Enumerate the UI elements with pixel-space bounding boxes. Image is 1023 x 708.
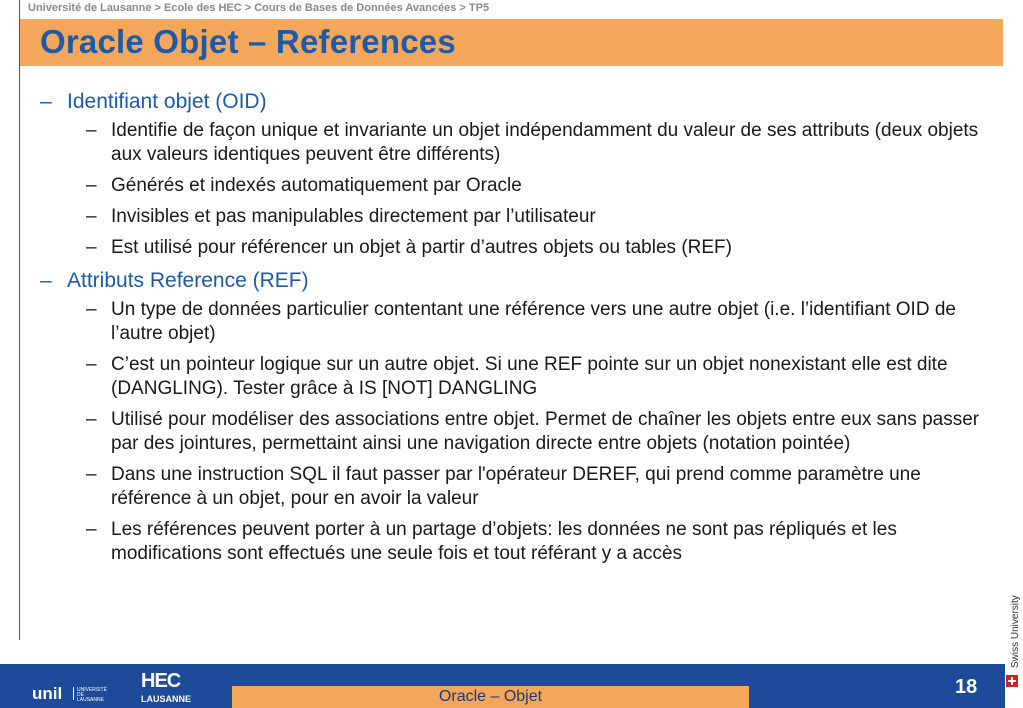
list-item-text: Invisibles et pas manipulables directement par l’utilisateur bbox=[111, 206, 596, 227]
list-item bbox=[0, 205, 1000, 229]
bullet-dash: – bbox=[86, 237, 97, 258]
list-item bbox=[0, 463, 1000, 511]
list-item-text: Est utilisé pour référencer un objet à partir d’autres objets ou tables (REF) bbox=[111, 237, 732, 258]
section-heading bbox=[0, 88, 1000, 115]
swiss-university-text: Swiss University bbox=[1010, 595, 1021, 668]
list-item bbox=[0, 174, 1000, 198]
footer-label: Oracle – Objet bbox=[438, 688, 543, 705]
slide-content bbox=[0, 88, 1000, 573]
list-item bbox=[0, 236, 1000, 260]
list-item bbox=[0, 353, 1000, 401]
bullet-dash: – bbox=[86, 519, 97, 540]
page-number: 18 bbox=[955, 676, 978, 698]
section-heading-text: Attributs Reference (REF) bbox=[67, 269, 309, 292]
svg-text:unil: unil bbox=[32, 684, 63, 703]
hec-logo-subtitle: LAUSANNE bbox=[141, 694, 192, 704]
list-item-text: Identifie de façon unique et invariante un objet indépendamment du valeur de ses attributs (deux objets aux valeurs identiques peuvent être différents) bbox=[111, 120, 979, 165]
bullet-dash: – bbox=[86, 120, 97, 141]
svg-text:LAUSANNE: LAUSANNE bbox=[77, 697, 104, 703]
svg-text:UNIVERSITÉ: UNIVERSITÉ bbox=[77, 687, 108, 693]
bullet-dash: – bbox=[86, 464, 97, 485]
hec-logo: HEC bbox=[141, 670, 181, 692]
list-item-text: C’est un pointeur logique sur un autre objet. Si une REF pointe sur un objet nonexistant elle est dite (DANGLING). Tester grâce à IS [NOT] DANGLING bbox=[111, 354, 948, 399]
list-item-text: Utilisé pour modéliser des associations entre objet. Permet de chaîner les objets entre eux sans passer par des jointures, permettaint ainsi une navigation directe entre objets (notation pointée) bbox=[111, 409, 980, 454]
bullet-dash: – bbox=[86, 206, 97, 227]
list-item bbox=[0, 119, 1000, 167]
list-item-text: Un type de données particulier contentant une référence vers une autre objet (i.e. l’identifiant OID de l’autre objet) bbox=[111, 299, 956, 344]
list-item-text: Générés et indexés automatiquement par Oracle bbox=[111, 175, 522, 196]
list-item bbox=[0, 408, 1000, 456]
breadcrumb: Université de Lausanne > Ecole des HEC > Cours de Bases de Données Avancées > TP5 bbox=[28, 2, 490, 14]
section-heading-text: Identifiant objet (OID) bbox=[67, 90, 267, 113]
list-item-text: Dans une instruction SQL il faut passer par l'opérateur DEREF, qui prend comme paramètre une référence à un objet, pour en avoir la valeur bbox=[111, 464, 921, 509]
swiss-university-logo bbox=[1003, 580, 1023, 690]
list-item bbox=[0, 518, 1000, 566]
slide-title: Oracle Objet – References bbox=[40, 23, 456, 60]
list-item bbox=[0, 298, 1000, 346]
bullet-dash: – bbox=[86, 299, 97, 320]
section-heading bbox=[0, 267, 1000, 294]
bullet-dash: – bbox=[86, 175, 97, 196]
bullet-dash: – bbox=[86, 409, 97, 430]
bullet-dash: – bbox=[40, 90, 52, 113]
bullet-dash: – bbox=[86, 354, 97, 375]
bullet-dash: – bbox=[40, 269, 52, 292]
unil-logo bbox=[32, 683, 122, 703]
svg-text:DE: DE bbox=[77, 692, 84, 698]
list-item-text: Les références peuvent porter à un partage d’objets: les données ne sont pas répliqués et les modifications sont effectués une seule fois et tout référant y a accès bbox=[111, 519, 897, 564]
